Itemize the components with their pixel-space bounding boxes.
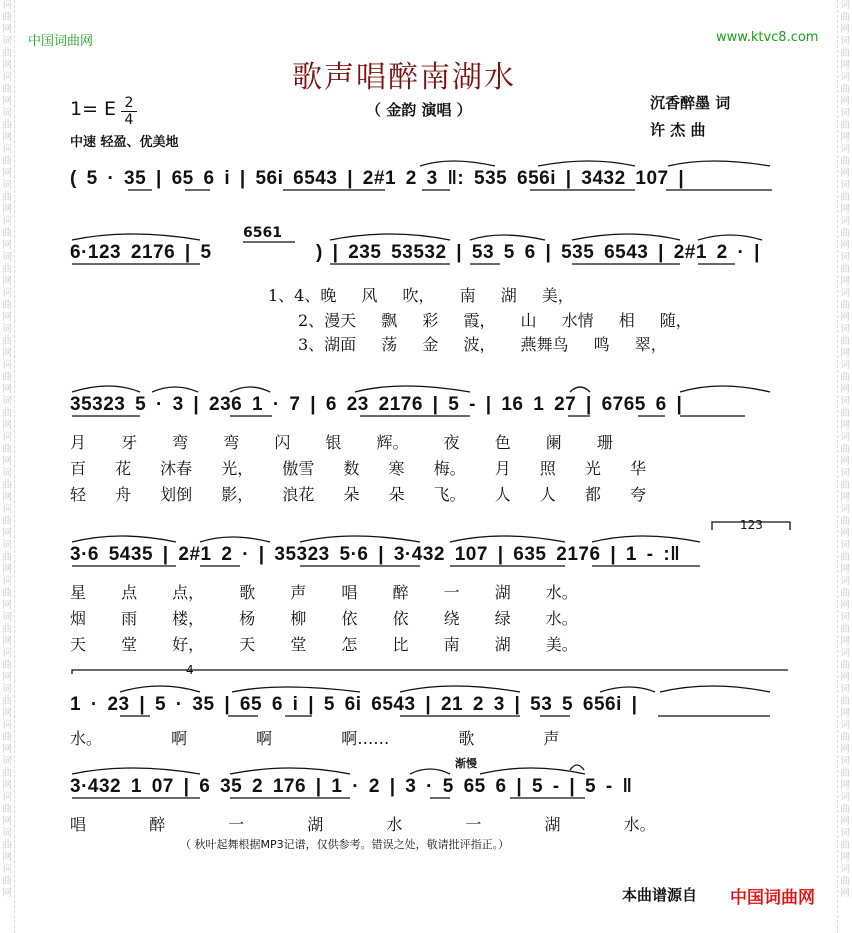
ritardando-mark: 渐慢 xyxy=(455,757,477,770)
score-row-2b: ) | 235 53532 | 53 5 6 | 535 6543 | 2#1 2 · | xyxy=(316,242,760,263)
slur xyxy=(72,536,176,542)
tempo-marking: 中速 轻盈、优美地 xyxy=(70,135,179,150)
score-row-1: ( 5 · 35 | 65 6 i | 56i 6543 | 2#1 2 3 ‖: 535 656i | 3432 107 | xyxy=(70,168,685,189)
transcription-note: （ 秋叶起舞根据MP3记谱，仅供参考。错误之处，敬请批评指正。） xyxy=(180,838,510,851)
slur xyxy=(698,235,762,240)
slur xyxy=(600,687,655,692)
side-watermark-right: 词曲网词曲网词曲网词曲网词曲网词曲网词曲网词曲网词曲网词曲网词曲网词曲网词曲网词曲网词曲网词曲网词曲网词曲网词曲网词曲网词曲网词曲网词曲网词曲网词曲网 xyxy=(837,0,852,933)
volta-1-label: 123 xyxy=(740,518,763,532)
slur xyxy=(355,386,470,392)
score-row-2a: 6·123 2176 | 5 xyxy=(70,242,212,263)
score-row-6: 3·432 1 07 | 6 35 2 176 | 1 · 2 | 3 · 5 65 6 | 5 - | 5 - ‖ xyxy=(70,776,633,797)
volta-2-label: 4 xyxy=(186,663,194,677)
slur xyxy=(72,768,200,774)
slur xyxy=(120,686,200,692)
slur xyxy=(470,235,545,240)
site-name-left[interactable]: 中国词曲网 xyxy=(28,34,94,49)
key-signature: 1= E xyxy=(70,98,117,120)
slur xyxy=(572,234,680,240)
slur xyxy=(680,386,770,392)
grace-notes: 6561 xyxy=(243,225,282,241)
lyric-v2-row4: 烟 雨 楼， 杨 柳 依 依 绕 绿 水。 xyxy=(70,609,578,628)
slur xyxy=(592,536,700,542)
slur xyxy=(200,537,270,542)
slur xyxy=(660,686,770,692)
slur xyxy=(400,686,520,692)
slur xyxy=(668,161,770,166)
volta-bracket-1 xyxy=(712,522,790,530)
site-url-right[interactable]: www.ktvc8.com xyxy=(716,30,819,45)
score-row-3: 35323 5 · 3 | 236 1 · 7 | 6 23 2176 | 5 - | 16 1 27 | 6765 6 | xyxy=(70,394,683,415)
lyric-v3-row3: 轻 舟 划倒 影， 浪花 朵 朵 飞。 人 人 都 夸 xyxy=(70,485,646,504)
lyric-v1-row4: 星 点 点， 歌 声 唱 醉 一 湖 水。 xyxy=(70,583,578,602)
slur xyxy=(330,234,450,240)
slur xyxy=(480,768,585,774)
lyric-v3-row4: 天 堂 好， 天 堂 怎 比 南 湖 美。 xyxy=(70,635,578,654)
side-watermark-left: 词曲网词曲网词曲网词曲网词曲网词曲网词曲网词曲网词曲网词曲网词曲网词曲网词曲网词曲网词曲网词曲网词曲网词曲网词曲网词曲网词曲网词曲网词曲网词曲网词曲网 xyxy=(0,0,15,933)
lyric-row5: 水。 啊 啊 啊…… 歌 声 xyxy=(70,729,560,748)
score-row-5: 1 · 23 | 5 · 35 | 65 6 i | 5 6i 6543 | 21 2 3 | 53 5 656i | xyxy=(70,694,638,715)
slur xyxy=(450,536,565,542)
lyricist: 沉香醉墨 词 xyxy=(650,94,731,112)
score-row-4: 3·6 5435 | 2#1 2 · | 35323 5·6 | 3·432 107 | 635 2176 | 1 - :‖ xyxy=(70,544,681,565)
lyric-v1-row2: 1、4、晚 风 吹， 南 湖 美， xyxy=(268,286,574,305)
slur xyxy=(300,536,420,542)
performer: （ 金韵 演唱 ） xyxy=(366,101,472,119)
lyric-v3-row2: 3、湖面 荡 金 波， 燕舞鸟 鸣 翠， xyxy=(298,335,667,354)
slur xyxy=(72,234,200,240)
slur xyxy=(232,687,360,692)
lyric-v1-row3: 月 牙 弯 弯 闪 银 辉。 夜 色 阑 珊 xyxy=(70,433,613,452)
credit-label: 本曲谱源自 xyxy=(622,886,698,904)
lyric-row6: 唱 醉 一 湖 水 一 湖 水。 xyxy=(70,815,656,834)
slur xyxy=(420,161,495,166)
time-sig-top: 2 xyxy=(124,95,134,111)
slur xyxy=(570,387,590,392)
fermata xyxy=(570,765,584,770)
volta-bracket-2 xyxy=(72,670,788,674)
time-sig-bottom: 4 xyxy=(124,112,134,128)
song-title: 歌声唱醉南湖水 xyxy=(292,60,516,95)
credit-site[interactable]: 中国词曲网 xyxy=(730,888,815,908)
lyric-v2-row2: 2、漫天 飘 彩 霞， 山 水情 相 随， xyxy=(298,311,692,330)
slur xyxy=(72,386,140,392)
composer: 许 杰 曲 xyxy=(650,121,706,139)
slur xyxy=(230,387,270,392)
slur xyxy=(410,769,450,774)
slur xyxy=(152,387,198,392)
slur xyxy=(538,161,635,166)
slur xyxy=(230,768,350,774)
lyric-v2-row3: 百 花 沐春 光， 傲雪 数 寒 梅。 月 照 光 华 xyxy=(70,459,646,478)
